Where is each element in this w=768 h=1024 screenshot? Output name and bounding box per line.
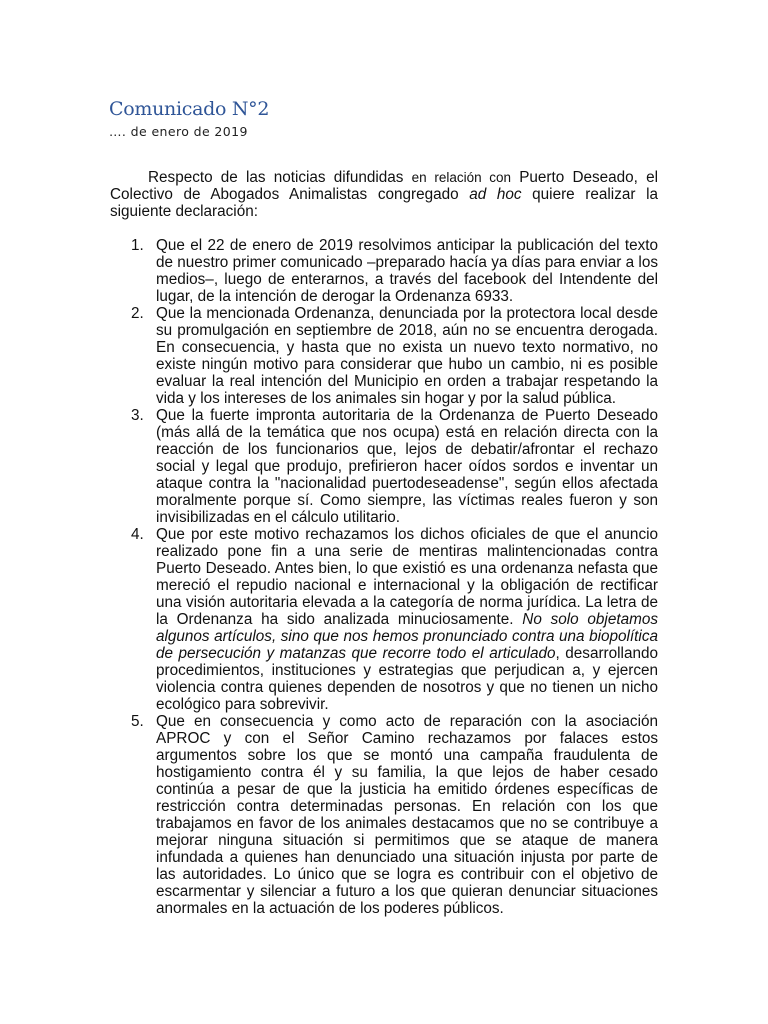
- list-item: [131, 407, 658, 526]
- list-item: [131, 305, 658, 407]
- item-text: Que la fuerte impronta autoritaria de la Ordenanza de Puerto Deseado (más allá de la temática que nos ocupa) está en relación directa con la reacción de los funcionarios que, lejos de debatir/afrontar el rechazo social y legal que produjo, prefirieron hacer oídos sordos e inventar un ataque contra la "nacionalidad puertodeseadense", según ellos afectada moralmente porque sí. Como siempre, las víctimas reales fueron y son invisibilizadas en el cálculo utilitario.: [156, 407, 658, 526]
- item-number: 1.: [131, 237, 144, 254]
- list-item: [131, 713, 658, 917]
- intro-text-5: quiere realizar la siguiente declaración:: [110, 186, 658, 220]
- list-item: [131, 526, 658, 713]
- item-number: 2.: [131, 305, 144, 322]
- item-text: [156, 526, 658, 713]
- intro-text-3: Puerto Deseado, el Colectivo de Abogados Animalistas congregado: [110, 169, 659, 203]
- document-date: …. de enero de 2019: [109, 124, 248, 139]
- intro-text-2: en relación con: [411, 170, 512, 185]
- item-text: Que la mencionada Ordenanza, denunciada por la protectora local desde su promulgación en septiembre de 2018, aún no se encuentra derogada. En consecuencia, y hasta que no exista un nuevo texto normativo, no existe ningún motivo para considerar que hubo un cambio, ni es posible evaluar la real intención del Municipio en orden a trabajar respetando la vida y los intereses de los animales sin hogar y por la salud pública.: [156, 305, 658, 407]
- item-number: 4.: [131, 526, 144, 543]
- intro-italic: ad hoc: [469, 186, 522, 203]
- intro-paragraph: [110, 169, 658, 220]
- item-number: 3.: [131, 407, 144, 424]
- item-text-part: Que por este motivo rechazamos los dichos oficiales de que el anuncio realizado pone fin a una serie de mentiras malintencionadas contra Puerto Deseado. Antes bien, lo que existió es una ordenanza nefasta que mereció el repudio nacional e internacional y la obligación de rectificar una visión autoritaria elevada a la categoría de norma jurídica. La letra de la Ordenanza ha sido analizada minuciosamente.: [156, 526, 658, 628]
- item-italic-text: No solo objetamos algunos artículos, sino que nos hemos pronunciado contra una biopolítica de persecución y matanzas que recorre todo el articulado: [156, 611, 658, 662]
- item-text: Que en consecuencia y como acto de reparación con la asociación APROC y con el Señor Camino rechazamos por falaces estos argumentos sobre los que se montó una campaña fraudulenta de hostigamiento contra él y su familia, la que lejos de haber cesado continúa a pesar de que la justicia ha emitido órdenes específicas de restricción contra determinadas personas. En relación con los que trabajamos en favor de los animales destacamos que no se contribuye a mejorar ninguna situación si permitimos que se ataque de manera infundada a quienes han denunciado una situación injusta por parte de las autoridades. Lo único que se logra es contribuir con el objetivo de escarmentar y silenciar a futuro a los que quieran denunciar situaciones anormales en la actuación de los poderes públicos.: [156, 713, 658, 917]
- declaration-list: [110, 237, 658, 917]
- page-title: Comunicado N°2: [109, 98, 270, 120]
- list-item: [131, 237, 658, 305]
- item-text: Que el 22 de enero de 2019 resolvimos anticipar la publicación del texto de nuestro primer comunicado –preparado hacía ya días para enviar a los medios–, luego de enterarnos, a través del facebook del Intendente del lugar, de la intención de derogar la Ordenanza 6933.: [156, 237, 658, 305]
- item-text-part: , desarrollando procedimientos, instituciones y estrategias que perjudican a, y ejercen violencia contra quienes dependen de nosotros y que no tienen un nicho ecológico para sobrevivir.: [156, 645, 658, 713]
- intro-text-1: Respecto de las noticias difundidas: [148, 169, 412, 186]
- item-number: 5.: [131, 713, 144, 730]
